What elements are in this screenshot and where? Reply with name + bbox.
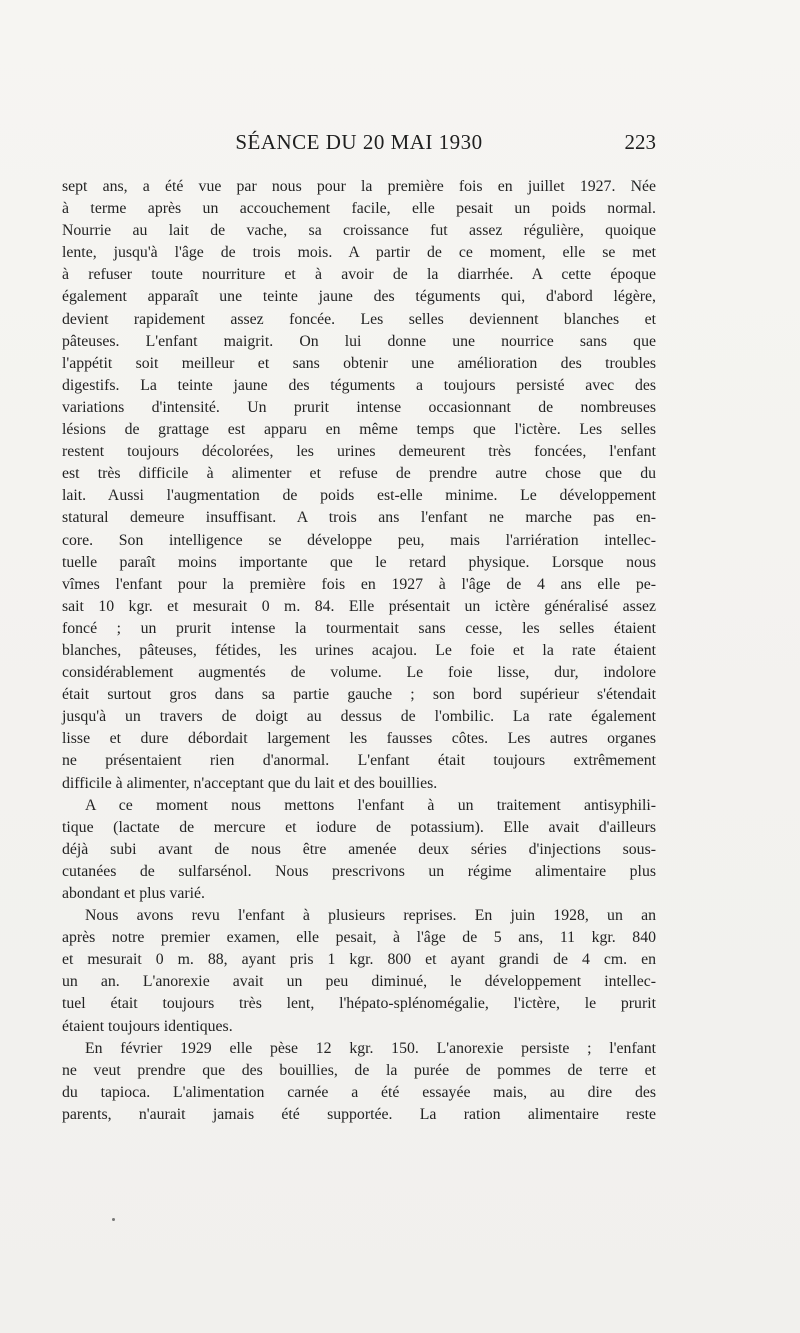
- page-header: [62, 130, 656, 160]
- text-line: abondant et plus varié.: [62, 885, 206, 902]
- text-line: cutanées de sulfarsénol. Nous prescrivons un régime alimentaire plus: [62, 862, 656, 880]
- page-number: 223: [624, 130, 656, 154]
- text-line: blanches, pâteuses, fétides, les urines acajou. Le foie et la rate étaient: [62, 641, 656, 659]
- text-line: jusqu'à un travers de doigt au dessus de l'ombilic. La rate également: [62, 708, 656, 726]
- running-head: SÉANCE DU 20 MAI 1930: [235, 130, 483, 154]
- text-line: variations d'intensité. Un prurit intense occasionnant de nombreuses: [62, 398, 656, 416]
- text-line: Nourrie au lait de vache, sa croissance fut assez régulière, quoique: [62, 222, 656, 240]
- text-line: difficile à alimenter, n'acceptant que du lait et des bouillies.: [62, 774, 438, 792]
- text-line: sait 10 kgr. et mesurait 0 m. 84. Elle présentait un ictère généralisé assez: [62, 597, 656, 615]
- text-line: digestifs. La teinte jaune des téguments a toujours persisté avec des: [62, 376, 656, 394]
- text-line: à refuser toute nourriture et à avoir de la diarrhée. A cette époque: [62, 266, 656, 284]
- text-line: un an. L'anorexie avait un peu diminué, le développement intellec-: [62, 973, 656, 991]
- text-line: après notre premier examen, elle pesait, à l'âge de 5 ans, 11 kgr. 840: [62, 929, 656, 947]
- text-line: et mesurait 0 m. 88, ayant pris 1 kgr. 800 et ayant grandi de 4 cm. en: [62, 951, 656, 969]
- text-line: core. Son intelligence se développe peu, mais l'arriération intellec-: [62, 531, 656, 549]
- text-line: lente, jusqu'à l'âge de trois mois. A partir de ce moment, elle se met: [62, 244, 656, 262]
- text-line: l'appétit soit meilleur et sans obtenir une amélioration des troubles: [62, 354, 656, 372]
- text-line: ne présentaient rien d'anormal. L'enfant était toujours extrêmement: [62, 752, 656, 770]
- text-line: En février 1929 elle pèse 12 kgr. 150. L'anorexie persiste ; l'enfant: [85, 1039, 656, 1057]
- text-line: étaient toujours identiques.: [62, 1017, 233, 1035]
- text-line: tuel était toujours très lent, l'hépato-splénomégalie, l'ictère, le prurit: [62, 995, 656, 1013]
- text-line: lait. Aussi l'augmentation de poids est-elle minime. Le développement: [62, 487, 656, 505]
- text-line: également apparaît une teinte jaune des téguments qui, d'abord légère,: [62, 288, 656, 306]
- text-line: A ce moment nous mettons l'enfant à un traitement antisyphili-: [85, 796, 656, 814]
- text-line: lisse et dure débordait largement les fausses côtes. Les autres organes: [62, 730, 656, 748]
- body-text: [62, 176, 656, 1126]
- text-line: lésions de grattage est apparu en même temps que l'ictère. Les selles: [62, 421, 656, 439]
- text-line: est très difficile à alimenter et refuse de prendre autre chose que du: [62, 465, 656, 483]
- text-line: sept ans, a été vue par nous pour la première fois en juillet 1927. Née: [62, 178, 656, 195]
- text-line: était surtout gros dans sa partie gauche ; son bord supérieur s'étendait: [62, 686, 656, 704]
- text-line: pâteuses. L'enfant maigrit. On lui donne une nourrice sans que: [62, 332, 656, 350]
- text-line: devient rapidement assez foncée. Les selles deviennent blanches et: [62, 310, 656, 328]
- text-line: ne veut prendre que des bouillies, de la purée de pommes de terre et: [62, 1061, 656, 1079]
- print-speck: [112, 1218, 115, 1221]
- text-line: déjà subi avant de nous être amenée deux séries d'injections sous-: [62, 840, 656, 858]
- text-line: considérablement augmentés de volume. Le foie lisse, dur, indolore: [62, 664, 656, 682]
- text-line: vîmes l'enfant pour la première fois en 1927 à l'âge de 4 ans elle pe-: [62, 575, 656, 593]
- text-line: parents, n'aurait jamais été supportée. La ration alimentaire reste: [62, 1105, 656, 1123]
- text-line: statural demeure insuffisant. A trois ans l'enfant ne marche pas en-: [62, 509, 656, 527]
- text-line: Nous avons revu l'enfant à plusieurs reprises. En juin 1928, un an: [85, 907, 656, 925]
- text-line: à terme après un accouchement facile, elle pesait un poids normal.: [62, 200, 656, 218]
- text-line: foncé ; un prurit intense la tourmentait sans cesse, les selles étaient: [62, 619, 656, 637]
- text-line: du tapioca. L'alimentation carnée a été essayée mais, au dire des: [62, 1083, 656, 1101]
- text-line: restent toujours décolorées, les urines demeurent très foncées, l'enfant: [62, 443, 656, 461]
- text-line: tuelle paraît moins importante que le retard physique. Lorsque nous: [62, 553, 656, 571]
- text-line: tique (lactate de mercure et iodure de potassium). Elle avait d'ailleurs: [62, 818, 656, 836]
